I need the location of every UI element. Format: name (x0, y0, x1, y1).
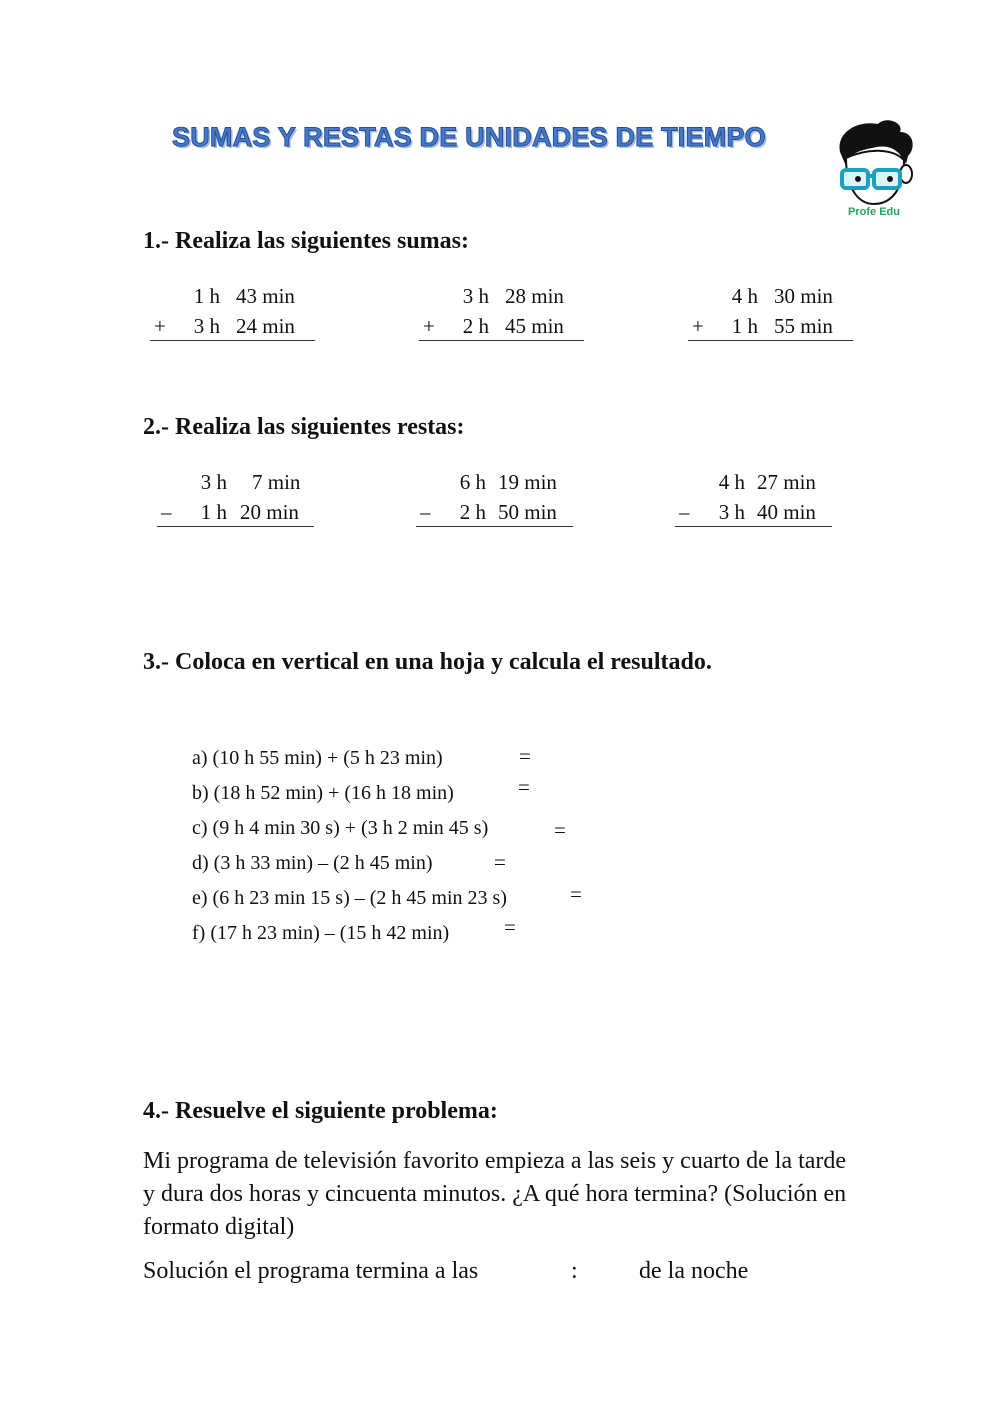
minus-sign: – (679, 500, 690, 524)
subtraction-operation-2 (416, 468, 586, 530)
top-hours: 3 h (200, 470, 227, 494)
equals-sign: = (519, 744, 531, 768)
bottom-hours: 2 h (462, 314, 489, 338)
bottom-minutes: 55 min (774, 314, 833, 338)
list-item: d) (3 h 33 min) – (2 h 45 min) (192, 852, 433, 874)
result-line (150, 340, 315, 341)
result-line (157, 526, 314, 527)
top-minutes: 7 min (252, 470, 301, 494)
result-line (419, 340, 584, 341)
top-hours: 6 h (459, 470, 486, 494)
equals-sign: = (570, 882, 582, 906)
sum-operation-1 (150, 282, 320, 344)
top-hours: 3 h (462, 284, 489, 308)
bottom-hours: 3 h (193, 314, 220, 338)
top-minutes: 27 min (757, 470, 816, 494)
plus-sign: + (423, 314, 435, 338)
bottom-hours: 3 h (718, 500, 745, 524)
top-hours: 4 h (718, 470, 745, 494)
problem-text: Mi programa de televisión favorito empieza a las seis y cuarto de la tarde y dura dos horas y cincuenta minutos. ¿A qué hora termina? (Solución en formato digital) (143, 1148, 847, 1240)
subtraction-operation-1 (157, 468, 327, 530)
sum-operation-2 (419, 282, 589, 344)
equals-sign: = (518, 775, 530, 799)
bottom-hours: 2 h (459, 500, 486, 524)
top-minutes: 43 min (236, 284, 295, 308)
sum-operation-3 (688, 282, 858, 344)
bottom-minutes: 24 min (236, 314, 295, 338)
list-item: e) (6 h 23 min 15 s) – (2 h 45 min 23 s) (192, 887, 507, 909)
list-item: a) (10 h 55 min) + (5 h 23 min) (192, 747, 443, 769)
plus-sign: + (692, 314, 704, 338)
top-minutes: 28 min (505, 284, 564, 308)
list-item: c) (9 h 4 min 30 s) + (3 h 2 min 45 s) (192, 817, 489, 839)
section2-heading: 2.- Realiza las siguientes restas: (143, 414, 465, 440)
result-line (416, 526, 573, 527)
section4-heading: 4.- Resuelve el siguiente problema: (143, 1098, 498, 1124)
bottom-minutes: 50 min (498, 500, 557, 524)
top-minutes: 30 min (774, 284, 833, 308)
equals-sign: = (504, 915, 516, 939)
minus-sign: – (420, 500, 431, 524)
plus-sign: + (154, 314, 166, 338)
answer-prefix: Solución el programa termina a las (143, 1258, 479, 1284)
bottom-minutes: 45 min (505, 314, 564, 338)
bottom-hours: 1 h (200, 500, 227, 524)
subtraction-operation-3 (675, 468, 845, 530)
answer-suffix: de la noche (639, 1258, 749, 1284)
list-item: f) (17 h 23 min) – (15 h 42 min) (192, 922, 450, 944)
bottom-minutes: 40 min (757, 500, 816, 524)
result-line (688, 340, 853, 341)
bottom-minutes: 20 min (240, 500, 299, 524)
section3-heading: 3.- Coloca en vertical en una hoja y calcula el resultado. (143, 649, 712, 675)
answer-colon: : (571, 1258, 578, 1284)
page-title: SUMAS Y RESTAS DE UNIDADES DE TIEMPO (172, 122, 766, 152)
minus-sign: – (161, 500, 172, 524)
list-item: b) (18 h 52 min) + (16 h 18 min) (192, 782, 454, 804)
equals-sign: = (554, 818, 566, 842)
bottom-hours: 1 h (731, 314, 758, 338)
logo-caption: Profe Edu (848, 206, 900, 218)
equals-sign: = (494, 850, 506, 874)
section1-heading: 1.- Realiza las siguientes sumas: (143, 228, 469, 254)
top-hours: 4 h (731, 284, 758, 308)
result-line (675, 526, 832, 527)
top-hours: 1 h (193, 284, 220, 308)
top-minutes: 19 min (498, 470, 557, 494)
